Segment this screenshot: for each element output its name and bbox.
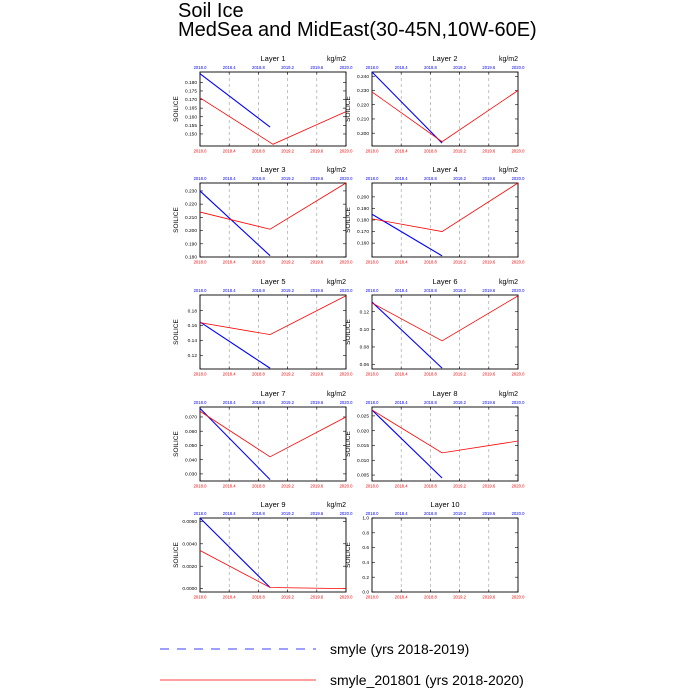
- panel-title: Layer 5: [260, 277, 286, 286]
- x-tick-label-bottom: 2020.0: [339, 259, 353, 265]
- y-axis-label: SOILICE: [345, 96, 352, 122]
- y-tick-label: 0.010: [356, 458, 369, 464]
- x-tick-label-bottom: 2019.2: [281, 594, 295, 600]
- x-tick-label-bottom: 2018.8: [251, 148, 265, 154]
- series-line-smyle: [372, 72, 442, 143]
- units-label: kg/m2: [498, 391, 518, 398]
- panel-7: [173, 389, 353, 489]
- x-tick-label-top: 2018.0: [365, 400, 379, 405]
- y-tick-label: 0.200: [356, 195, 369, 201]
- y-axis-label: SOILICE: [173, 431, 180, 457]
- x-tick-label-top: 2018.0: [193, 288, 207, 293]
- y-axis-label: SOILICE: [173, 207, 180, 233]
- x-tick-label-top: 2018.4: [222, 288, 236, 293]
- x-tick-label-top: 2019.2: [281, 65, 295, 70]
- y-tick-label: 0.020: [356, 429, 369, 435]
- x-tick-label-top: 2020.0: [339, 400, 353, 405]
- x-tick-label-top: 2019.2: [281, 288, 295, 293]
- y-tick-label: 0.030: [184, 472, 197, 478]
- series-line-smyle-201801: [200, 296, 346, 335]
- x-tick-label-top: 2019.6: [310, 176, 324, 181]
- x-tick-label-bottom: 2019.6: [482, 594, 496, 600]
- panel-title: Layer 3: [260, 165, 286, 174]
- x-tick-label-bottom: 2019.2: [453, 148, 467, 154]
- units-label: kg/m2: [326, 167, 346, 174]
- y-tick-label: 0.0000: [182, 587, 197, 593]
- plot-frame: [372, 407, 518, 481]
- y-tick-label: 0.8: [362, 531, 369, 537]
- x-tick-label-bottom: 2018.4: [394, 594, 408, 600]
- x-tick-label-bottom: 2018.4: [394, 259, 408, 265]
- x-tick-label-top: 2020.0: [339, 288, 353, 293]
- panel-10: [345, 500, 525, 600]
- x-tick-label-bottom: 2018.8: [251, 483, 265, 489]
- series-line-smyle: [200, 408, 270, 479]
- x-tick-label-top: 2018.4: [222, 511, 236, 516]
- y-tick-label: 0.08: [359, 345, 369, 351]
- x-tick-label-bottom: 2018.8: [423, 483, 437, 489]
- x-tick-label-bottom: 2020.0: [511, 148, 525, 154]
- y-tick-label: 1.0: [362, 516, 369, 522]
- y-tick-label: 0.015: [356, 444, 369, 450]
- x-tick-label-bottom: 2019.2: [281, 259, 295, 265]
- x-tick-label-bottom: 2018.0: [193, 594, 207, 600]
- series-line-smyle-201801: [372, 296, 518, 341]
- y-tick-label: 0.210: [184, 215, 197, 221]
- figure-subtitle: MedSea and MidEast(30-45N,10W-60E): [178, 19, 537, 41]
- x-tick-label-bottom: 2019.6: [310, 371, 324, 377]
- x-tick-label-bottom: 2018.0: [365, 371, 379, 377]
- x-tick-label-top: 2019.6: [310, 288, 324, 293]
- y-axis-label: SOILICE: [345, 542, 352, 568]
- panel-title: Layer 4: [432, 165, 458, 174]
- x-tick-label-bottom: 2019.6: [310, 259, 324, 265]
- x-tick-label-bottom: 2018.4: [394, 371, 408, 377]
- x-tick-label-bottom: 2018.4: [222, 371, 236, 377]
- y-tick-label: 0.14: [187, 339, 197, 345]
- x-tick-label-top: 2018.8: [251, 65, 265, 70]
- y-tick-label: 0.050: [184, 444, 197, 450]
- y-tick-label: 0.150: [184, 132, 197, 138]
- x-tick-label-bottom: 2018.4: [222, 148, 236, 154]
- y-tick-label: 0.155: [184, 123, 197, 129]
- plot-frame: [200, 518, 346, 592]
- series-line-smyle-201801: [372, 183, 518, 232]
- units-label: kg/m2: [498, 279, 518, 286]
- legend-item-2: [160, 672, 524, 688]
- x-tick-label-top: 2019.6: [482, 511, 496, 516]
- x-tick-label-top: 2018.8: [423, 400, 437, 405]
- x-tick-label-top: 2018.0: [193, 65, 207, 70]
- x-tick-label-top: 2018.8: [251, 511, 265, 516]
- panel-title: Layer 1: [260, 54, 286, 63]
- x-tick-label-bottom: 2018.0: [193, 483, 207, 489]
- x-tick-label-bottom: 2019.6: [310, 483, 324, 489]
- x-tick-label-top: 2019.6: [310, 400, 324, 405]
- legend-label: smyle_201801 (yrs 2018-2020): [330, 672, 524, 688]
- panel-3: [173, 165, 353, 265]
- x-tick-label-bottom: 2018.8: [251, 259, 265, 265]
- plot-frame: [200, 407, 346, 481]
- y-tick-label: 0.0: [362, 590, 369, 596]
- x-tick-label-bottom: 2018.0: [193, 259, 207, 265]
- x-tick-label-top: 2018.4: [394, 400, 408, 405]
- x-tick-label-bottom: 2019.6: [310, 594, 324, 600]
- y-tick-label: 0.200: [184, 229, 197, 235]
- plot-frame: [200, 295, 346, 369]
- y-tick-label: 0.0020: [182, 564, 197, 570]
- x-tick-label-bottom: 2018.8: [423, 148, 437, 154]
- plot-frame: [200, 72, 346, 146]
- y-tick-label: 0.6: [362, 546, 369, 552]
- x-tick-label-top: 2018.8: [251, 176, 265, 181]
- x-tick-label-top: 2018.0: [193, 511, 207, 516]
- panel-4: [345, 165, 525, 265]
- series-line-smyle: [372, 410, 442, 478]
- x-tick-label-bottom: 2019.2: [453, 483, 467, 489]
- x-tick-label-bottom: 2020.0: [511, 371, 525, 377]
- y-tick-label: 0.025: [356, 414, 369, 420]
- x-tick-label-bottom: 2020.0: [339, 483, 353, 489]
- x-tick-label-bottom: 2018.4: [222, 483, 236, 489]
- panel-title: Layer 8: [432, 389, 458, 398]
- x-tick-label-top: 2020.0: [511, 176, 525, 181]
- x-tick-label-top: 2020.0: [339, 65, 353, 70]
- y-tick-label: 0.005: [356, 473, 369, 479]
- x-tick-label-top: 2018.8: [423, 511, 437, 516]
- plot-frame: [200, 183, 346, 257]
- series-line-smyle-201801: [372, 91, 518, 142]
- panel-title: Layer 10: [430, 500, 460, 509]
- x-tick-label-top: 2018.8: [251, 400, 265, 405]
- units-label: kg/m2: [498, 56, 518, 63]
- y-axis-label: SOILICE: [173, 319, 180, 345]
- panel-9: [173, 500, 353, 600]
- y-tick-label: 0.160: [356, 241, 369, 247]
- legend-item-1: [160, 641, 469, 657]
- plot-frame: [372, 295, 518, 369]
- y-axis-label: SOILICE: [173, 96, 180, 122]
- figure-title: Soil Ice: [178, 0, 244, 22]
- x-tick-label-bottom: 2019.2: [453, 371, 467, 377]
- x-tick-label-top: 2018.4: [394, 65, 408, 70]
- x-tick-label-top: 2020.0: [339, 176, 353, 181]
- y-tick-label: 0.0060: [182, 519, 197, 525]
- y-tick-label: 0.200: [356, 131, 369, 137]
- y-tick-label: 0.240: [356, 74, 369, 80]
- panel-title: Layer 7: [260, 389, 286, 398]
- series-line-smyle: [200, 74, 270, 127]
- x-tick-label-top: 2018.0: [193, 176, 207, 181]
- x-tick-label-top: 2018.4: [222, 176, 236, 181]
- y-tick-label: 0.175: [184, 89, 197, 95]
- x-tick-label-bottom: 2019.6: [482, 483, 496, 489]
- x-tick-label-top: 2018.4: [222, 400, 236, 405]
- units-label: kg/m2: [326, 279, 346, 286]
- x-tick-label-bottom: 2020.0: [511, 259, 525, 265]
- panel-5: [173, 277, 353, 377]
- panel-1: [173, 54, 353, 154]
- y-tick-label: 0.180: [184, 80, 197, 86]
- x-tick-label-bottom: 2020.0: [511, 594, 525, 600]
- y-tick-label: 0.220: [184, 202, 197, 208]
- series-line-smyle-201801: [200, 411, 346, 457]
- series-line-smyle: [200, 518, 270, 588]
- y-tick-label: 0.2: [362, 575, 369, 581]
- x-tick-label-top: 2018.4: [222, 65, 236, 70]
- x-tick-label-bottom: 2018.0: [193, 371, 207, 377]
- y-tick-label: 0.0040: [182, 542, 197, 548]
- y-tick-label: 0.165: [184, 106, 197, 112]
- x-tick-label-bottom: 2018.8: [423, 259, 437, 265]
- y-tick-label: 0.190: [184, 242, 197, 248]
- x-tick-label-bottom: 2019.6: [482, 371, 496, 377]
- x-tick-label-top: 2019.2: [281, 511, 295, 516]
- x-tick-label-top: 2019.6: [310, 65, 324, 70]
- x-tick-label-bottom: 2018.0: [193, 148, 207, 154]
- x-tick-label-top: 2018.8: [423, 176, 437, 181]
- x-tick-label-bottom: 2018.4: [394, 483, 408, 489]
- y-tick-label: 0.190: [356, 207, 369, 213]
- plot-frame: [372, 183, 518, 257]
- x-tick-label-top: 2018.0: [365, 511, 379, 516]
- series-line-smyle-201801: [200, 98, 346, 144]
- x-tick-label-top: 2018.4: [394, 511, 408, 516]
- y-axis-label: SOILICE: [173, 542, 180, 568]
- y-tick-label: 0.170: [184, 98, 197, 104]
- units-label: kg/m2: [498, 167, 518, 174]
- y-tick-label: 0.060: [184, 429, 197, 435]
- x-tick-label-bottom: 2018.8: [423, 594, 437, 600]
- y-axis-label: SOILICE: [345, 207, 352, 233]
- x-tick-label-top: 2019.6: [310, 511, 324, 516]
- x-tick-label-bottom: 2019.2: [281, 148, 295, 154]
- series-line-smyle: [200, 191, 270, 256]
- panel-title: Layer 6: [432, 277, 458, 286]
- series-line-smyle-201801: [200, 551, 346, 589]
- plot-frame: [372, 72, 518, 146]
- x-tick-label-top: 2018.8: [423, 288, 437, 293]
- y-axis-label: SOILICE: [345, 319, 352, 345]
- x-tick-label-bottom: 2019.2: [281, 483, 295, 489]
- y-axis-label: SOILICE: [345, 431, 352, 457]
- panel-title: Layer 2: [432, 54, 458, 63]
- y-tick-label: 0.210: [356, 117, 369, 123]
- x-tick-label-top: 2019.6: [482, 288, 496, 293]
- y-tick-label: 0.170: [356, 230, 369, 236]
- x-tick-label-top: 2019.2: [453, 400, 467, 405]
- x-tick-label-top: 2020.0: [511, 400, 525, 405]
- x-tick-label-top: 2019.2: [453, 65, 467, 70]
- x-tick-label-bottom: 2020.0: [511, 483, 525, 489]
- x-tick-label-top: 2018.8: [423, 65, 437, 70]
- y-tick-label: 0.230: [356, 89, 369, 95]
- y-tick-label: 0.160: [184, 115, 197, 121]
- x-tick-label-bottom: 2018.0: [365, 148, 379, 154]
- panel-title: Layer 9: [260, 500, 286, 509]
- x-tick-label-bottom: 2020.0: [339, 371, 353, 377]
- units-label: kg/m2: [326, 391, 346, 398]
- x-tick-label-bottom: 2018.4: [222, 259, 236, 265]
- x-tick-label-top: 2018.4: [394, 176, 408, 181]
- x-tick-label-top: 2019.6: [482, 65, 496, 70]
- x-tick-label-bottom: 2018.0: [365, 483, 379, 489]
- y-tick-label: 0.040: [184, 458, 197, 464]
- x-tick-label-bottom: 2020.0: [339, 594, 353, 600]
- x-tick-label-top: 2020.0: [339, 511, 353, 516]
- x-tick-label-bottom: 2018.8: [251, 371, 265, 377]
- x-tick-label-top: 2018.0: [365, 65, 379, 70]
- y-tick-label: 0.12: [359, 310, 369, 316]
- x-tick-label-bottom: 2018.4: [394, 148, 408, 154]
- x-tick-label-top: 2020.0: [511, 288, 525, 293]
- x-tick-label-top: 2018.0: [193, 400, 207, 405]
- x-tick-label-bottom: 2019.2: [453, 259, 467, 265]
- x-tick-label-bottom: 2018.0: [365, 594, 379, 600]
- x-tick-label-bottom: 2019.6: [310, 148, 324, 154]
- x-tick-label-top: 2018.0: [365, 176, 379, 181]
- x-tick-label-bottom: 2018.8: [423, 371, 437, 377]
- units-label: kg/m2: [326, 502, 346, 509]
- panel-8: [345, 389, 525, 489]
- units-label: kg/m2: [326, 56, 346, 63]
- x-tick-label-bottom: 2018.4: [222, 594, 236, 600]
- x-tick-label-top: 2018.4: [394, 288, 408, 293]
- x-tick-label-top: 2018.8: [251, 288, 265, 293]
- y-tick-label: 0.06: [359, 363, 369, 369]
- x-tick-label-top: 2019.6: [482, 400, 496, 405]
- y-tick-label: 0.070: [184, 415, 197, 421]
- x-tick-label-top: 2019.6: [482, 176, 496, 181]
- y-tick-label: 0.180: [184, 255, 197, 261]
- x-tick-label-top: 2018.0: [365, 288, 379, 293]
- x-tick-label-bottom: 2019.2: [453, 594, 467, 600]
- panel-6: [345, 277, 525, 377]
- x-tick-label-bottom: 2018.0: [365, 259, 379, 265]
- y-tick-label: 0.18: [187, 309, 197, 315]
- series-line-smyle-201801: [200, 183, 346, 229]
- y-tick-label: 0.10: [359, 327, 369, 333]
- x-tick-label-top: 2020.0: [511, 65, 525, 70]
- x-tick-label-bottom: 2019.6: [482, 148, 496, 154]
- x-tick-label-bottom: 2018.8: [251, 594, 265, 600]
- x-tick-label-top: 2019.2: [281, 176, 295, 181]
- x-tick-label-bottom: 2020.0: [339, 148, 353, 154]
- x-tick-label-bottom: 2019.6: [482, 259, 496, 265]
- x-tick-label-top: 2019.2: [453, 288, 467, 293]
- y-tick-label: 0.220: [356, 103, 369, 109]
- x-tick-label-bottom: 2019.2: [281, 371, 295, 377]
- x-tick-label-top: 2019.2: [281, 400, 295, 405]
- y-tick-label: 0.16: [187, 324, 197, 330]
- legend-label: smyle (yrs 2018-2019): [330, 641, 470, 657]
- panel-2: [345, 54, 525, 154]
- y-tick-label: 0.4: [362, 561, 369, 566]
- y-tick-label: 0.230: [184, 189, 197, 195]
- x-tick-label-top: 2019.2: [453, 176, 467, 181]
- y-tick-label: 0.180: [356, 218, 369, 224]
- x-tick-label-top: 2020.0: [511, 511, 525, 516]
- y-tick-label: 0.12: [187, 354, 197, 360]
- x-tick-label-top: 2019.2: [453, 511, 467, 516]
- plot-frame: [372, 518, 518, 592]
